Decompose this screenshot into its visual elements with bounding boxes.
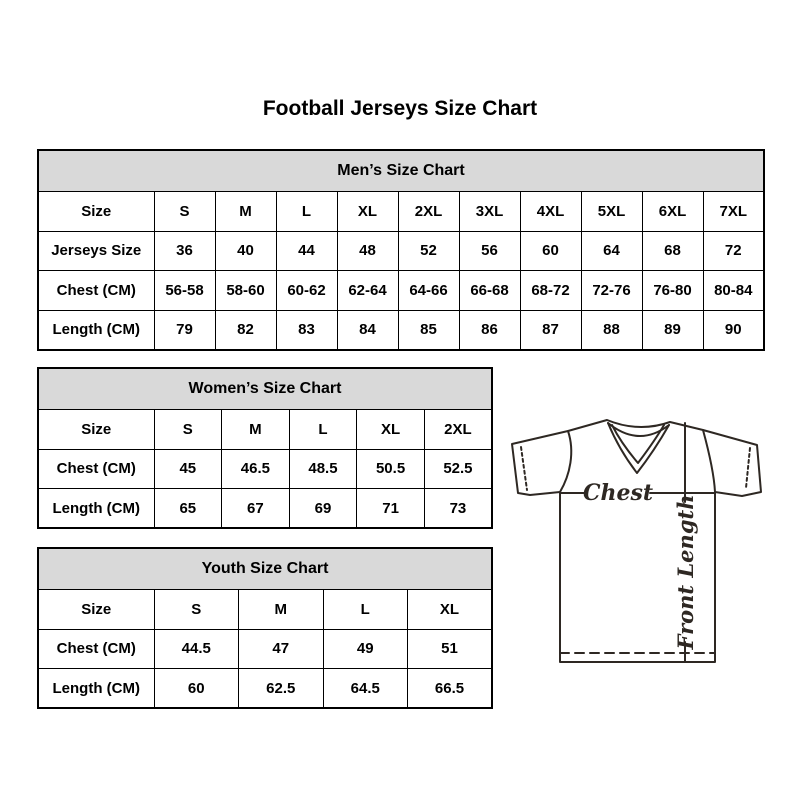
value-cell: 40 bbox=[215, 231, 276, 271]
value-cell: 87 bbox=[520, 310, 581, 350]
table-row bbox=[38, 410, 492, 450]
mens-table-title: Men’s Size Chart bbox=[38, 150, 764, 192]
value-cell: 68-72 bbox=[520, 271, 581, 311]
womens-size-chart-table bbox=[37, 367, 493, 529]
value-cell: 2XL bbox=[424, 410, 492, 450]
value-cell: XL bbox=[408, 590, 493, 630]
value-cell: 80-84 bbox=[703, 271, 764, 311]
value-cell: 66-68 bbox=[459, 271, 520, 311]
value-cell: 6XL bbox=[642, 192, 703, 232]
table-row bbox=[38, 590, 492, 630]
value-cell: 89 bbox=[642, 310, 703, 350]
jersey-outline bbox=[512, 420, 761, 662]
mens-table-header bbox=[38, 150, 764, 192]
value-cell: XL bbox=[337, 192, 398, 232]
value-cell: 5XL bbox=[581, 192, 642, 232]
value-cell: 68 bbox=[642, 231, 703, 271]
table-row bbox=[38, 629, 492, 669]
value-cell: 88 bbox=[581, 310, 642, 350]
value-cell: 47 bbox=[239, 629, 324, 669]
value-cell: M bbox=[239, 590, 324, 630]
mens-size-chart-table bbox=[37, 149, 765, 351]
value-cell: 64-66 bbox=[398, 271, 459, 311]
value-cell: 60-62 bbox=[276, 271, 337, 311]
row-label-cell: Length (CM) bbox=[38, 669, 154, 709]
value-cell: 90 bbox=[703, 310, 764, 350]
row-label-cell: Length (CM) bbox=[38, 489, 154, 529]
value-cell: 60 bbox=[154, 669, 239, 709]
value-cell: 50.5 bbox=[357, 449, 425, 489]
value-cell: 83 bbox=[276, 310, 337, 350]
jersey-measurement-diagram bbox=[500, 400, 780, 680]
table-header-row bbox=[38, 368, 492, 410]
value-cell: 7XL bbox=[703, 192, 764, 232]
row-label-cell: Chest (CM) bbox=[38, 629, 154, 669]
chest-measure-label: Chest bbox=[582, 480, 654, 506]
value-cell: 76-80 bbox=[642, 271, 703, 311]
row-label-cell: Size bbox=[38, 192, 154, 232]
table-row bbox=[38, 669, 492, 709]
value-cell: S bbox=[154, 410, 222, 450]
youth-size-chart-table bbox=[37, 547, 493, 709]
value-cell: 3XL bbox=[459, 192, 520, 232]
value-cell: L bbox=[323, 590, 408, 630]
row-label-cell: Length (CM) bbox=[38, 310, 154, 350]
value-cell: M bbox=[222, 410, 290, 450]
value-cell: 48 bbox=[337, 231, 398, 271]
value-cell: 85 bbox=[398, 310, 459, 350]
value-cell: M bbox=[215, 192, 276, 232]
value-cell: 44 bbox=[276, 231, 337, 271]
value-cell: 86 bbox=[459, 310, 520, 350]
page-title: Football Jerseys Size Chart bbox=[262, 97, 538, 120]
value-cell: 44.5 bbox=[154, 629, 239, 669]
value-cell: 4XL bbox=[520, 192, 581, 232]
value-cell: 84 bbox=[337, 310, 398, 350]
value-cell: S bbox=[154, 590, 239, 630]
youth-table-title: Youth Size Chart bbox=[38, 548, 492, 590]
value-cell: 46.5 bbox=[222, 449, 290, 489]
value-cell: 45 bbox=[154, 449, 222, 489]
value-cell: 2XL bbox=[398, 192, 459, 232]
value-cell: 73 bbox=[424, 489, 492, 529]
value-cell: 66.5 bbox=[408, 669, 493, 709]
value-cell: 58-60 bbox=[215, 271, 276, 311]
value-cell: 56 bbox=[459, 231, 520, 271]
value-cell: 82 bbox=[215, 310, 276, 350]
value-cell: 72 bbox=[703, 231, 764, 271]
front-length-measure-label: Front Length bbox=[673, 494, 698, 650]
value-cell: 62.5 bbox=[239, 669, 324, 709]
value-cell: 52 bbox=[398, 231, 459, 271]
value-cell: XL bbox=[357, 410, 425, 450]
value-cell: S bbox=[154, 192, 215, 232]
table-row bbox=[38, 271, 764, 311]
value-cell: 65 bbox=[154, 489, 222, 529]
value-cell: 52.5 bbox=[424, 449, 492, 489]
value-cell: 36 bbox=[154, 231, 215, 271]
value-cell: 49 bbox=[323, 629, 408, 669]
value-cell: 79 bbox=[154, 310, 215, 350]
youth-table-header bbox=[38, 548, 492, 590]
row-label-cell: Jerseys Size bbox=[38, 231, 154, 271]
value-cell: 71 bbox=[357, 489, 425, 529]
value-cell: 64.5 bbox=[323, 669, 408, 709]
womens-table-header bbox=[38, 368, 492, 410]
value-cell: 64 bbox=[581, 231, 642, 271]
value-cell: 48.5 bbox=[289, 449, 357, 489]
value-cell: 69 bbox=[289, 489, 357, 529]
womens-table-title: Women’s Size Chart bbox=[38, 368, 492, 410]
value-cell: 60 bbox=[520, 231, 581, 271]
table-row bbox=[38, 449, 492, 489]
row-label-cell: Size bbox=[38, 410, 154, 450]
table-row bbox=[38, 192, 764, 232]
table-header-row bbox=[38, 548, 492, 590]
table-row bbox=[38, 231, 764, 271]
value-cell: 72-76 bbox=[581, 271, 642, 311]
row-label-cell: Size bbox=[38, 590, 154, 630]
value-cell: 62-64 bbox=[337, 271, 398, 311]
row-label-cell: Chest (CM) bbox=[38, 449, 154, 489]
value-cell: 67 bbox=[222, 489, 290, 529]
table-row bbox=[38, 310, 764, 350]
value-cell: 56-58 bbox=[154, 271, 215, 311]
row-label-cell: Chest (CM) bbox=[38, 271, 154, 311]
table-header-row bbox=[38, 150, 764, 192]
value-cell: L bbox=[289, 410, 357, 450]
value-cell: 51 bbox=[408, 629, 493, 669]
value-cell: L bbox=[276, 192, 337, 232]
table-row bbox=[38, 489, 492, 529]
